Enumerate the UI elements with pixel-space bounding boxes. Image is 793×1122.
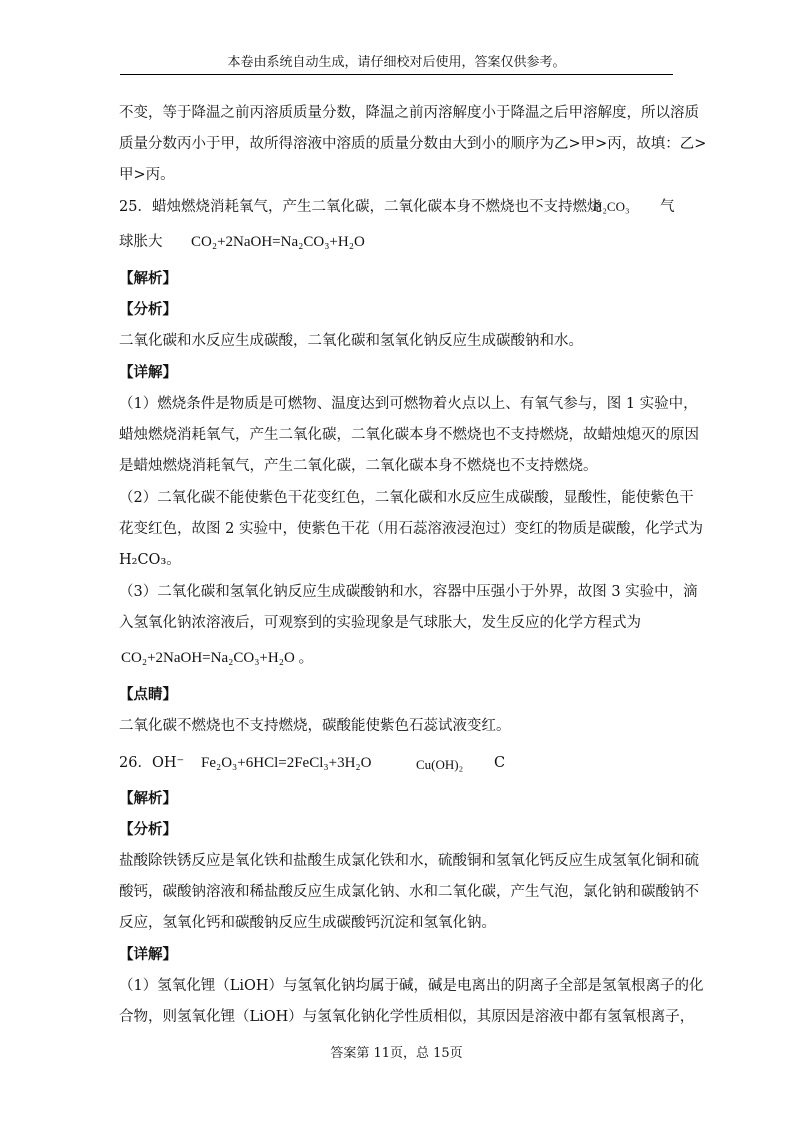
page-header: 本卷由系统自动生成，请仔细校对后使用，答案仅供参考。 bbox=[227, 55, 566, 70]
text-line: （3）二氧化碳和氢氧化钠反应生成碳酸钠和水，容器中压强小于外界，故图 3 实验中，滴 bbox=[119, 584, 698, 600]
q25-formula: H₂CO₃ bbox=[593, 199, 630, 214]
text-line: （2）二氧化碳不能使紫色干花变红色，二氧化碳和水反应生成碳酸，显酸性，能使紫色干 bbox=[119, 490, 694, 506]
tag-fenxi: 【分析】 bbox=[119, 821, 177, 838]
q25-qi: 气 bbox=[660, 199, 675, 215]
text-line: 质量分数丙小于甲，故所得溶液中溶质的质量分数由大到小的顺序为乙>甲>丙，故填：乙> bbox=[119, 136, 707, 152]
q26-equation: Fe₂O₃+6HCl=2FeCl₃+3H₂O bbox=[201, 755, 372, 771]
text-line: H₂CO₃。 bbox=[119, 552, 181, 568]
q25-equation: CO₂+2NaOH=Na₂CO₃+H₂O bbox=[191, 234, 365, 250]
tag-jiexi: 【解析】 bbox=[119, 270, 177, 287]
text-line: 不变，等于降温之前丙溶质质量分数，降温之前丙溶解度小于降温之后甲溶解度，所以溶质 bbox=[119, 105, 699, 121]
text-line: 是蜡烛燃烧消耗氧气，产生二氧化碳，二氧化碳本身不燃烧也不支持燃烧。 bbox=[119, 458, 598, 474]
q26-number: 26．OH⁻ bbox=[119, 755, 185, 771]
d3-equation: CO₂+2NaOH=Na₂CO₃+H₂O 。 bbox=[121, 650, 314, 666]
q25-line2 bbox=[119, 232, 163, 252]
tag-xiangjie: 【详解】 bbox=[119, 946, 177, 963]
q25-l2-text: 球胀大 bbox=[119, 234, 163, 250]
text-line: 二氧化碳和水反应生成碳酸，二氧化碳和氢氧化钠反应生成碳酸钠和水。 bbox=[119, 333, 583, 349]
text-line: 酸钙，碳酸钠溶液和稀盐酸反应生成氯化钠、水和二氧化碳，产生气泡，氯化钠和碳酸钠不 bbox=[119, 884, 699, 900]
tag-xiangjie: 【详解】 bbox=[119, 364, 177, 381]
text-line: （1）燃烧条件是物质是可燃物、温度达到可燃物着火点以上、有氧气参与，图 1 实验中， bbox=[119, 396, 698, 412]
text-line: 合物，则氢氧化锂（LiOH）与氢氧化钠化学性质相似，其原因是溶液中都有氢氧根离子， bbox=[119, 1009, 695, 1025]
text-line: 反应，氢氧化钙和碳酸钠反应生成碳酸钙沉淀和氢氧化钠。 bbox=[119, 915, 496, 931]
text-line: 盐酸除铁锈反应是氧化铁和盐酸生成氯化铁和水，硫酸铜和氢氧化钙反应生成氢氧化铜和硫 bbox=[119, 853, 699, 869]
q26-answer-c: C bbox=[494, 755, 506, 771]
text-line: 蜡烛燃烧消耗氧气，产生二氧化碳，二氧化碳本身不燃烧也不支持燃烧，故蜡烛熄灭的原因 bbox=[119, 427, 699, 443]
page-footer: 答案第 11页，总 15页 bbox=[330, 1046, 463, 1061]
tag-jiexi: 【解析】 bbox=[119, 790, 177, 807]
text-line: 花变红色，故图 2 实验中，使紫色干花（用石蕊溶液浸泡过）变红的物质是碳酸，化学式为 bbox=[119, 521, 703, 537]
question-25-answer bbox=[119, 197, 601, 217]
header-divider bbox=[120, 74, 673, 75]
text-line: （1）氢氧化锂（LiOH）与氢氧化钠均属于碱，碱是电离出的阴离子全部是氢氧根离子的化 bbox=[119, 978, 704, 994]
tag-dianjing: 【点睛】 bbox=[119, 686, 177, 703]
text-line: 甲>丙。 bbox=[119, 167, 175, 183]
q25-text: 25．蜡烛燃烧消耗氧气，产生二氧化碳，二氧化碳本身不燃烧也不支持燃烧 bbox=[119, 199, 602, 215]
text-line: 二氧化碳不燃烧也不支持燃烧，碳酸能使紫色石蕊试液变红。 bbox=[119, 718, 511, 734]
text-line: 入氢氧化钠浓溶液后，可观察到的实验现象是气球胀大，发生反应的化学方程式为 bbox=[119, 615, 641, 631]
q26-cuoh2: Cu(OH)₂ bbox=[416, 757, 464, 772]
tag-fenxi: 【分析】 bbox=[119, 301, 177, 318]
q25-h2co3 bbox=[593, 197, 630, 217]
